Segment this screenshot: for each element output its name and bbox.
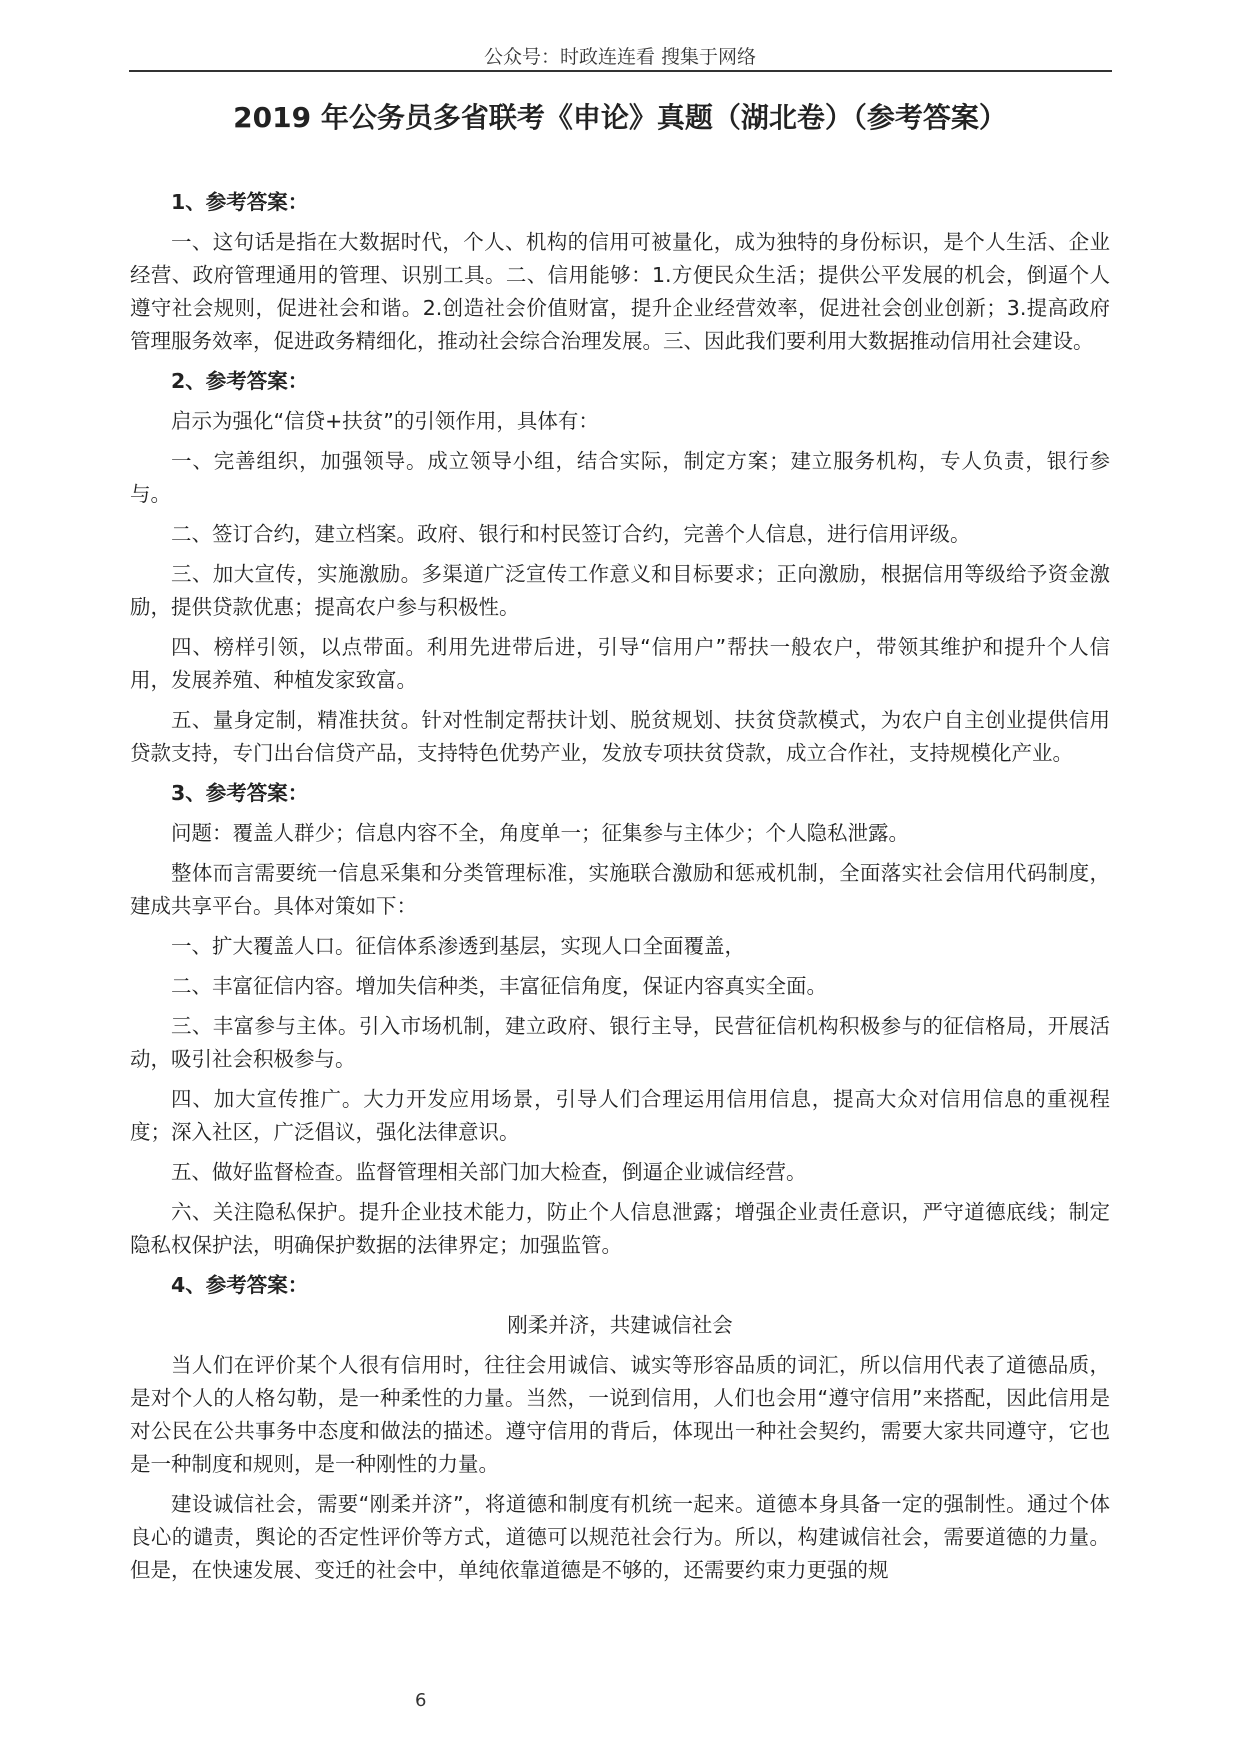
answer-paragraph: 四、加大宣传推广。大力开发应用场景，引导人们合理运用信用信息，提高大众对信用信息的重视程度；深入社区，广泛倡议，强化法律意识。: [130, 1087, 1110, 1144]
essay-title: 刚柔并济，共建诚信社会: [507, 1313, 733, 1337]
section-heading: 4、参考答案：: [171, 1273, 309, 1297]
section-heading: 3、参考答案：: [171, 781, 309, 805]
answer-paragraph: 问题：覆盖人群少；信息内容不全，角度单一；征集参与主体少；个人隐私泄露。: [171, 821, 909, 845]
essay-paragraph: 建设诚信社会，需要“刚柔并济”，将道德和制度有机统一起来。道德本身具备一定的强制性。通过个体良心的谴责，舆论的否定性评价等方式，道德可以规范社会行为。所以，构建诚信社会，需要道德的力量。但是，在快速发展、变迁的社会中，单纯依靠道德是不够的，还需要约束力更强的规: [130, 1492, 1110, 1582]
section-heading: 1、参考答案：: [171, 190, 309, 214]
answer-paragraph: 一、扩大覆盖人口。征信体系渗透到基层，实现人口全面覆盖，: [171, 934, 745, 958]
answer-paragraph: 五、量身定制，精准扶贫。针对性制定帮扶计划、脱贫规划、扶贫贷款模式，为农户自主创业提供信用贷款支持，专门出台信贷产品，支持特色优势产业，发放专项扶贫贷款，成立合作社，支持规模化产业。: [130, 708, 1110, 765]
answer-paragraph: 六、关注隐私保护。提升企业技术能力，防止个人信息泄露；增强企业责任意识，严守道德底线；制定隐私权保护法，明确保护数据的法律界定；加强监管。: [130, 1200, 1110, 1257]
essay-paragraph: 当人们在评价某个人很有信用时，往往会用诚信、诚实等形容品质的词汇，所以信用代表了道德品质，是对个人的人格勾勒，是一种柔性的力量。当然，一说到信用，人们也会用“遵守信用”来搭配，因此信用是对公民在公共事务中态度和做法的描述。遵守信用的背后，体现出一种社会契约，需要大家共同遵守，它也是一种制度和规则，是一种刚性的力量。: [130, 1353, 1110, 1476]
answer-paragraph: 二、丰富征信内容。增加失信种类，丰富征信角度，保证内容真实全面。: [171, 974, 827, 998]
answer-paragraph: 整体而言需要统一信息采集和分类管理标准，实施联合激励和惩戒机制，全面落实社会信用代码制度，建成共享平台。具体对策如下：: [130, 861, 1110, 918]
page-number: 6: [415, 1690, 427, 1711]
answer-paragraph: 二、签订合约，建立档案。政府、银行和村民签订合约，完善个人信息，进行信用评级。: [171, 522, 971, 546]
answer-paragraph: 三、加大宣传，实施激励。多渠道广泛宣传工作意义和目标要求；正向激励，根据信用等级给予资金激励，提供贷款优惠；提高农户参与积极性。: [130, 562, 1110, 619]
answer-paragraph: 五、做好监督检查。监督管理相关部门加大检查，倒逼企业诚信经营。: [171, 1160, 807, 1184]
answer-paragraph: 一、完善组织，加强领导。成立领导小组，结合实际，制定方案；建立服务机构，专人负责，银行参与。: [130, 449, 1110, 506]
answer-paragraph: 一、这句话是指在大数据时代，个人、机构的信用可被量化，成为独特的身份标识，是个人生活、企业经营、政府管理通用的管理、识别工具。二、信用能够：1.方便民众生活；提供公平发展的机会，倒逼个人遵守社会规则，促进社会和谐。2.创造社会价值财富，提升企业经营效率，促进社会创业创新；3.提高政府管理服务效率，促进政务精细化，推动社会综合治理发展。三、因此我们要利用大数据推动信用社会建设。: [130, 230, 1110, 353]
document-title: 2019 年公务员多省联考《申论》真题（湖北卷）（参考答案）: [233, 101, 1007, 134]
document-body: [130, 186, 1110, 1594]
header-divider: [129, 70, 1112, 72]
page-header-source: 公众号：时政连连看 搜集于网络: [483, 46, 757, 68]
answer-paragraph: 三、丰富参与主体。引入市场机制，建立政府、银行主导，民营征信机构积极参与的征信格局，开展活动，吸引社会积极参与。: [130, 1014, 1110, 1071]
section-heading: 2、参考答案：: [171, 369, 309, 393]
answer-paragraph: 启示为强化“信贷+扶贫”的引领作用，具体有：: [171, 409, 599, 433]
answer-paragraph: 四、榜样引领，以点带面。利用先进带后进，引导“信用户”帮扶一般农户，带领其维护和提升个人信用，发展养殖、种植发家致富。: [130, 635, 1110, 692]
